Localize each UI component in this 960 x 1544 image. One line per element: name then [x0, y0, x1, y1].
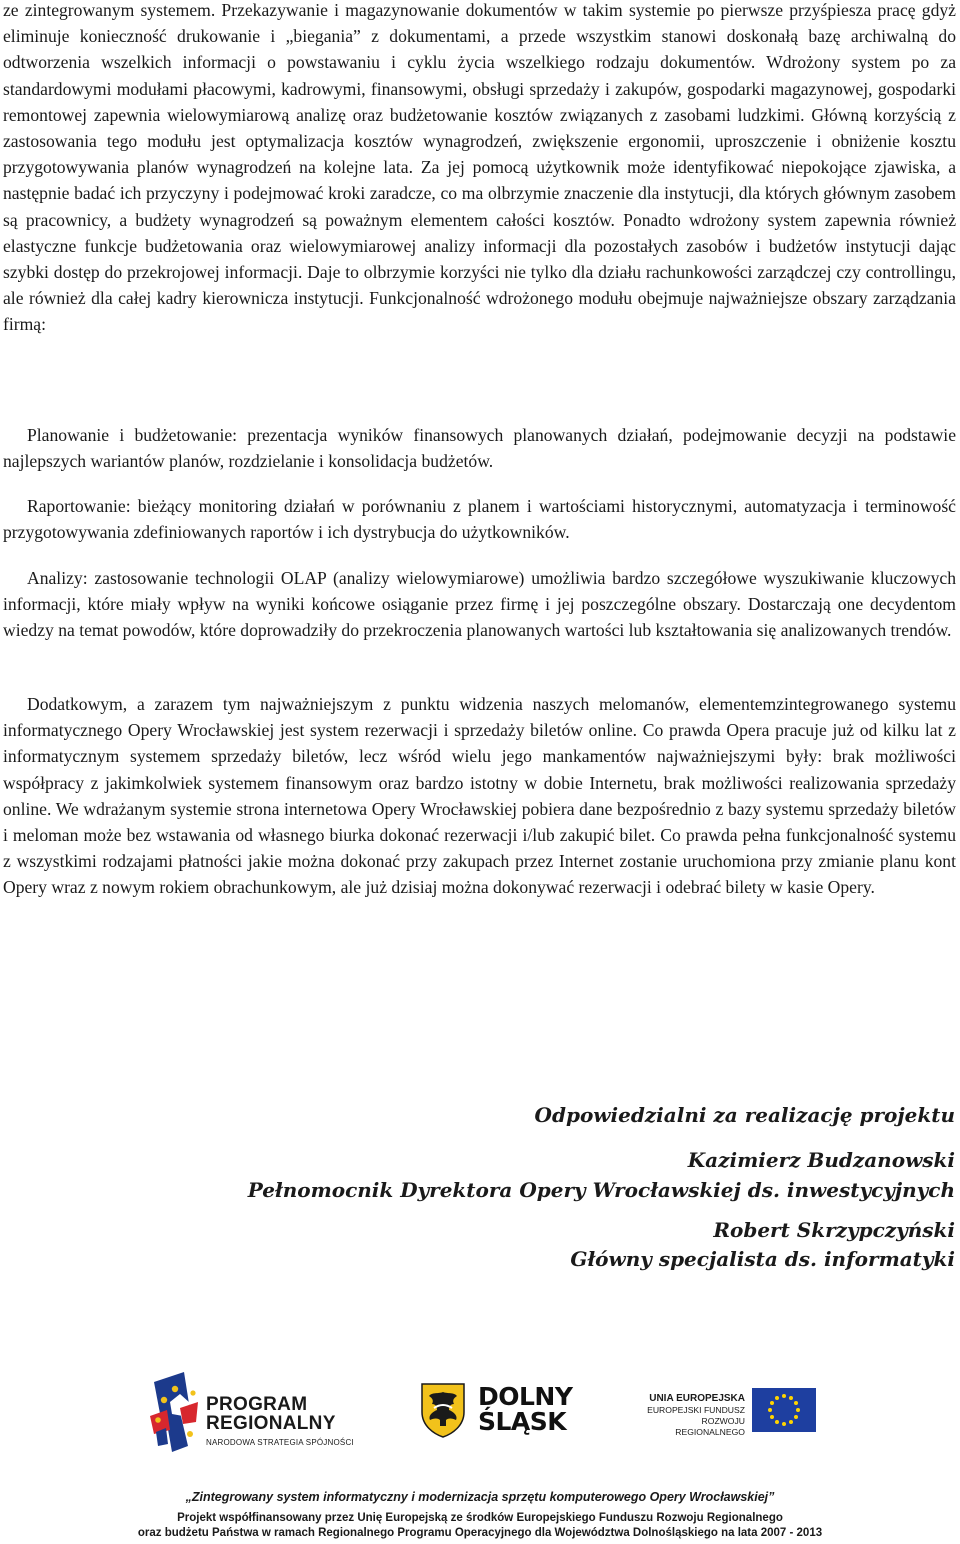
logo-strip	[0, 1372, 960, 1462]
rozwoju-regionalnego-text: ROZWOJU REGIONALNEGO	[675, 1416, 745, 1437]
program-regionalny-text	[206, 1395, 354, 1449]
paragraph-intro: ze zintegrowanym systemem. Przekazywanie i magazynowanie dokumentów w takim systemie po pierwsze przyśpiesza pracę gdyż eliminuje konieczność drukowanie i „biegania” z dokumentami, a przede wszystkim stanowi doskonałą bazę archiwalną do odtworzenia wszelkich informacji o powstawaniu i cyklu życia wszelkiego rodzaju dokumentów. Wdrożony system po za standardowymi modułami płacowymi, kadrowymi, finansowymi, obsługi sprzedaży i zakupów, gospodarki magazynowej, gospodarki remontowej zapewnia wielowymiarową analizę oraz budżetowanie kosztów związanych z zasobami ludzkimi. Główną korzyścią z zastosowania tego modułu jest optymalizacja kosztów wynagrodzeń, zwiększenie ergonomii, uproszczenie i obniżenie kosztu przygotowywania planów wynagrodzeń na kolejne lata. Za jej pomocą użytkownik może identyfikować niepokojące zjawiska, a następnie badać ich przyczyny i podejmować kroki zaradcze, co ma olbrzymie znaczenie dla instytucji, dla których głównym zasobem są pracownicy, a budżety wynagrodzeń są poważnym elementem całości kosztów. Ponadto wdrożony system zapewnia również elastyczne funkcje budżetowania oraz wielowymiarowej analizy informacji dla pozostałych zasobów i budżetów instytucji dając szybki dostęp do przekrojowej informacji. Daje to olbrzymie korzyści nie tylko dla działu rachunkowości zarządczej czy controllingu, ale również dla całej kadry kierownicza instytucji. Funkcjonalność wdrożonego modułu obejmuje najważniejsze obszary zarządzania firmą:	[3, 0, 956, 335]
dolny-text: DOLNY	[478, 1382, 573, 1411]
signature-name-2: Robert Skrzypczyński	[713, 1218, 955, 1242]
eu-logo	[630, 1388, 820, 1440]
signature-name-1: Kazimierz Budzanowski	[687, 1148, 955, 1172]
eu-text	[630, 1393, 745, 1438]
program-text: PROGRAM	[206, 1394, 308, 1415]
signature-role-1: Pełnomocnik Dyrektora Opery Wrocławskiej ds. inwestycyjnych	[247, 1178, 955, 1202]
program-regionalny-logo	[150, 1372, 370, 1454]
dolny-slask-crest-icon	[420, 1382, 466, 1438]
slask-text: ŚLĄSK	[478, 1407, 567, 1436]
footer-cofinancing-line-1: Projekt współfinansowany przez Unię Europejską ze środków Europejskiego Funduszu Rozwoju Regionalnego	[177, 1512, 783, 1524]
dolny-slask-logo	[420, 1382, 580, 1444]
eu-flag-icon	[752, 1388, 816, 1432]
footer-cofinancing-line-2: oraz budżetu Państwa w ramach Regionalnego Programu Operacyjnego dla Województwa Dolnośląskiego na lata 2007 - 2013	[137, 1527, 823, 1539]
paragraph-raportowanie: Raportowanie: bieżący monitoring działań w porównaniu z planem i wartościami historycznymi, automatyzacja i terminowość przygotowywania zdefiniowanych raportów i ich dystrybucja do użytkowników.	[3, 496, 956, 543]
narodowa-strategia-text: NARODOWA STRATEGIA SPÓJNOŚCI	[206, 1438, 354, 1447]
footer-project-title: „Zintegrowany system informatyczny i modernizacja sprzętu komputerowego Opery Wrocławskiej”	[185, 1490, 775, 1504]
paragraph-planowanie: Planowanie i budżetowanie: prezentacja wyników finansowych planowanych działań, podejmowanie decyzji na podstawie najlepszych wariantów planów, rozdzielanie i konsolidacja budżetów.	[3, 425, 956, 472]
signature-role-2: Główny specjalista ds. informatyki	[570, 1247, 955, 1271]
unia-europejska-text: UNIA EUROPEJSKA	[649, 1393, 745, 1404]
europejski-fundusz-text: EUROPEJSKI FUNDUSZ	[647, 1405, 745, 1415]
program-regionalny-logo-icon	[150, 1372, 202, 1454]
paragraph-system-biletow: Dodatkowym, a zarazem tym najważniejszym z punktu widzenia naszych melomanów, elementemzintegrowanego systemu informatycznego Opery Wrocławskiej jest system rezerwacji i sprzedaży biletów online. Co prawda Opera pracuje już od kilku lat z informatycznym systemem sprzedaży biletów, lecz wśród wielu jego mankamentów najważniejszymi były: brak możliwości współpracy z jakimkolwiek systemem finansowym oraz bardzo istotny w dobie Internetu, brak możliwości realizowania sprzedaży online. We wdrażanym systemie strona internetowa Opery Wrocławskiej pobiera dane bezpośrednio z bazy systemu sprzedaży biletów i meloman może bez wstawania od własnego biurka dokonać rezerwacji i/lub zakupić bilet. Co prawda pełna funkcjonalność systemu z wszystkimi rodzajami płatności jakie można dokonać przy zakupach przez Internet zostanie uruchomiona przy zmianie planu kont Opery wraz z nowym rokiem obrachunkowym, ale już dzisiaj można dokonywać rezerwacji i odebrać bilety w kasie Opery.	[3, 694, 956, 898]
signature-heading: Odpowiedzialni za realizację projektu	[534, 1103, 955, 1127]
dolny-slask-text	[478, 1384, 572, 1434]
regionalny-text: REGIONALNY	[206, 1413, 336, 1434]
paragraph-analizy: Analizy: zastosowanie technologii OLAP (analizy wielowymiarowe) umożliwia bardzo szczegółowe wyszukiwanie kluczowych informacji, które miały wpływ na wyniki końcowe osiąganie przez firmę i jej poszczególne obszary. Dostarczają one decydentom wiedzy na temat powodów, które doprowadziły do przekroczenia planowanych wartości lub kształtowania się analizowanych trendów.	[3, 568, 956, 641]
